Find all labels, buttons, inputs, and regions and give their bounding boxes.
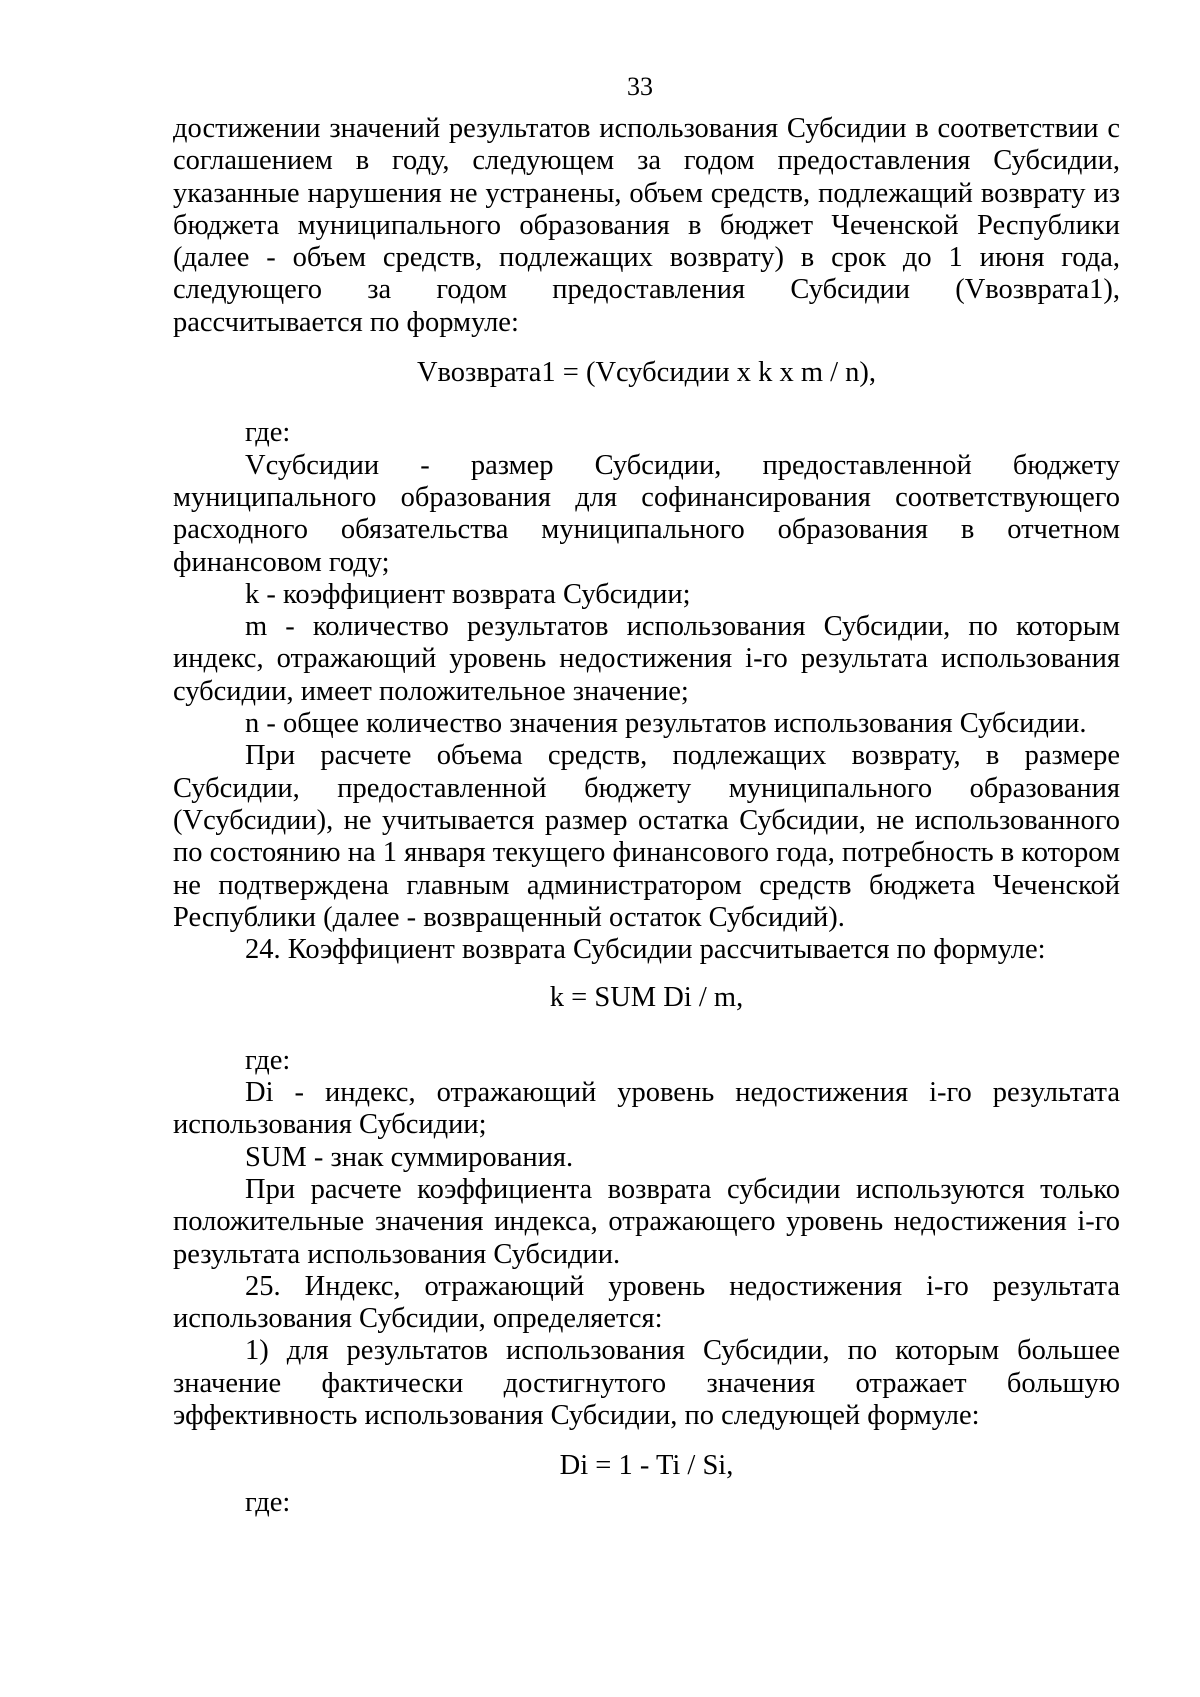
definition-m: m - количество результатов использования Субсидии, по которым индекс, отражающий уровень недостижения i-го результата использования субсидии, имеет положительное значение;: [173, 611, 1120, 707]
page-number: 33: [627, 72, 653, 101]
formula-coefficient: k = SUM Di / m,: [549, 982, 744, 1014]
item-24: 24. Коэффициент возврата Субсидии рассчитывается по формуле:: [245, 934, 1046, 966]
definition-sum: SUM - знак суммирования.: [245, 1141, 574, 1173]
where-label: где:: [245, 1486, 291, 1518]
definition-n: n - общее количество значения результатов использования Субсидии.: [245, 708, 1087, 740]
formula-return-volume: Vвозврата1 = (Vсубсидии x k x m / n),: [416, 357, 877, 389]
where-label: где:: [245, 417, 291, 449]
paragraph-intro: достижении значений результатов использования Субсидии в соответствии с соглашением в году, следующем за годом предоставления Субсидии, указанные нарушения не устранены, объем средств, подлежащий возврату из бюджета муниципального образования в бюджет Чеченской Республики (далее - объем средств, подлежащих возврату) в срок до 1 июня года, следующего за годом предоставления Субсидии (Vвозврата1), рассчитывается по формуле:: [173, 113, 1120, 338]
item-25: 25. Индекс, отражающий уровень недостижения i-го результата использования Субсидии, определяется:: [173, 1270, 1120, 1335]
definition-k: k - коэффициент возврата Субсидии;: [245, 578, 691, 610]
item-25-1: 1) для результатов использования Субсидии, по которым большее значение фактически достигнутого значения отражает большую эффективность использования Субсидии, по следующей формуле:: [173, 1335, 1120, 1431]
formula-index: Di = 1 - Ti / Si,: [559, 1450, 734, 1482]
paragraph-positive-note: При расчете коэффициента возврата субсидии используются только положительные значения индекса, отражающего уровень недостижения i-го результата использования Субсидии.: [173, 1173, 1120, 1270]
document-body: [173, 113, 1120, 1519]
paragraph-residual-note: При расчете объема средств, подлежащих возврату, в размере Субсидии, предоставленной бюджету муниципального образования (Vсубсидии), не учитывается размер остатка Субсидии, не использованного по состоянию на 1 января текущего финансового года, потребность в котором не подтверждена главным администратором средств бюджета Чеченской Республики (далее - возвращенный остаток Субсидий).: [173, 740, 1120, 933]
definition-di: Di - индекс, отражающий уровень недостижения i-го результата использования Субсидии;: [173, 1077, 1120, 1141]
definition-vsubsidy: Vсубсидии - размер Субсидии, предоставленной бюджету муниципального образования для софинансирования соответствующего расходного обязательства муниципального образования в отчетном финансовом году;: [173, 449, 1120, 578]
where-label: где:: [245, 1044, 291, 1076]
